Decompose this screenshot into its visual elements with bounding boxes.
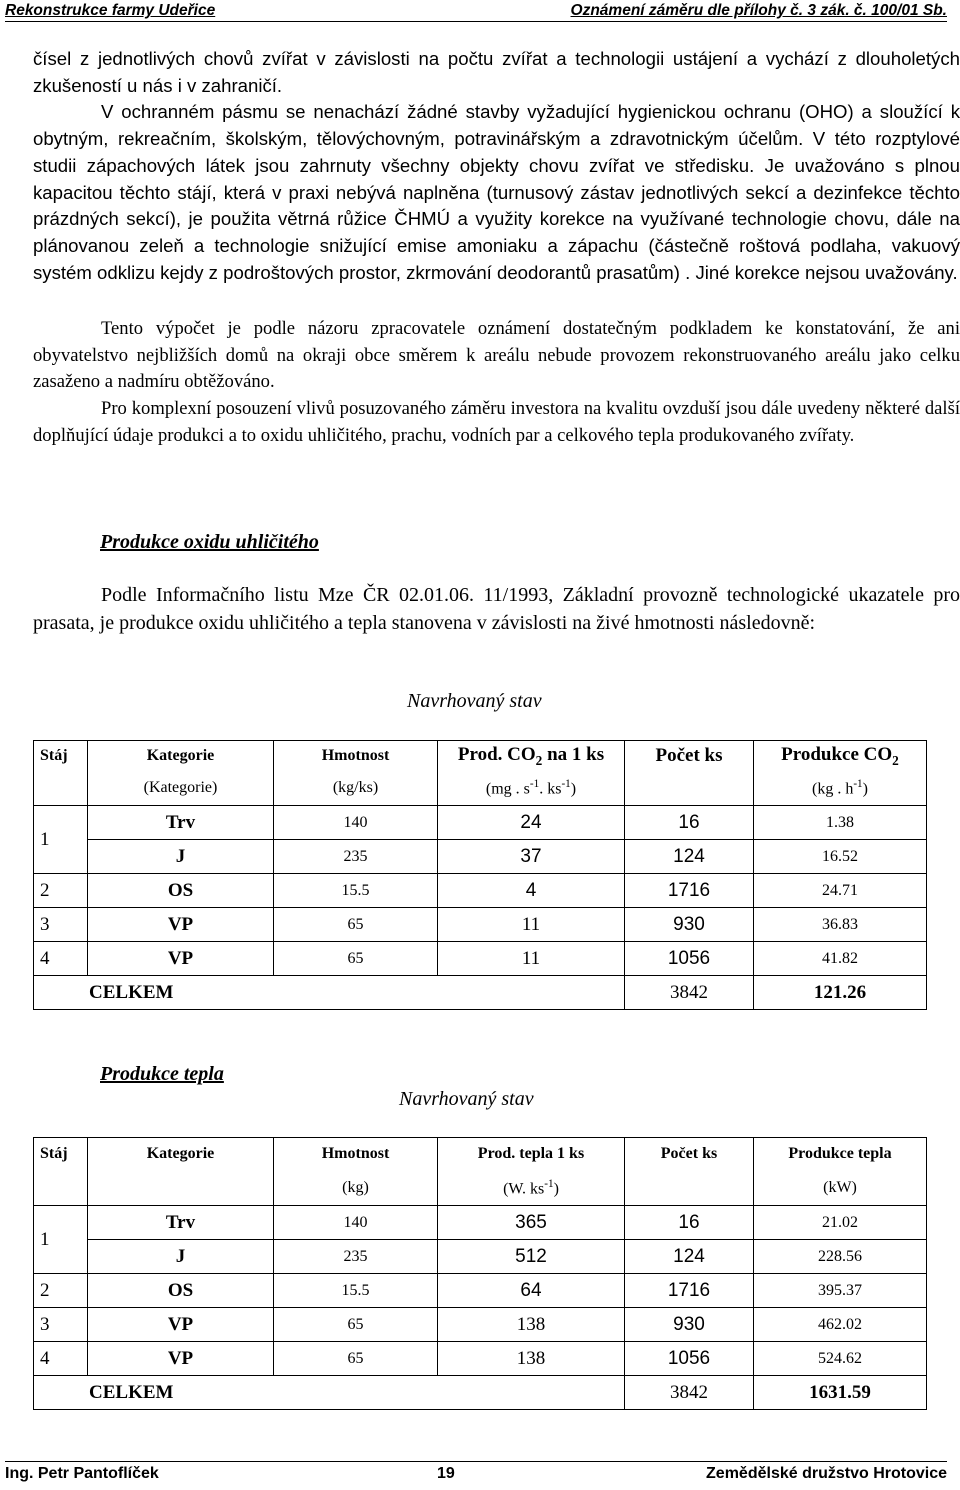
table-row xyxy=(34,1206,927,1240)
co2-row2-produkce: 16.52 xyxy=(754,840,927,874)
heat-unit-prod: (W. $ks^{-1}$) xyxy=(438,1171,625,1206)
co2-row3-produkce: 24.71 xyxy=(754,874,927,908)
heat-header-hmotnost: Hmotnost xyxy=(274,1138,438,1171)
heat-row4-produkce: 462.02 xyxy=(754,1308,927,1342)
table-row xyxy=(34,942,927,976)
heat-row1-produkce: 21.02 xyxy=(754,1206,927,1240)
heat-caption: Navrhovaný stav xyxy=(399,1088,534,1110)
page-header xyxy=(5,2,947,22)
co2-unit-hmotnost: (kg/ks) xyxy=(274,772,438,806)
co2-row2-pocet: 124 xyxy=(625,840,754,874)
heat-row3-prod: 64 xyxy=(438,1274,625,1308)
heat-row2-prod: 512 xyxy=(438,1240,625,1274)
heat-row4-hm: 65 xyxy=(274,1308,438,1342)
heat-row4-prod: 138 xyxy=(438,1308,625,1342)
footer-author: Ing. Petr Pantoflíček xyxy=(5,1465,159,1482)
footer-page-number: 19 xyxy=(437,1465,455,1482)
paragraph-block-1 xyxy=(33,46,960,286)
heat-row1-hm: 140 xyxy=(274,1206,438,1240)
co2-header-prod: Prod. $CO_2$ na 1 ks xyxy=(438,741,625,772)
heat-row1-pocet: 16 xyxy=(625,1206,754,1240)
heat-row5-kat: VP xyxy=(88,1342,274,1376)
co2-heading: Produkce oxidu uhličitého xyxy=(100,531,319,553)
co2-row2-kat: J xyxy=(88,840,274,874)
co2-row2-hm: 235 xyxy=(274,840,438,874)
heat-row3-staj: 2 xyxy=(34,1274,88,1308)
co2-row5-hm: 65 xyxy=(274,942,438,976)
heat-row2-kat: J xyxy=(88,1240,274,1274)
table-row xyxy=(34,1342,927,1376)
co2-row5-staj: 4 xyxy=(34,942,88,976)
co2-total-label: CELKEM xyxy=(34,976,625,1010)
footer-rule xyxy=(5,1461,947,1462)
heat-row5-hm: 65 xyxy=(274,1342,438,1376)
heat-row5-pocet: 1056 xyxy=(625,1342,754,1376)
heat-total-pocet: 3842 xyxy=(625,1376,754,1410)
heat-total-produkce: 1631.59 xyxy=(754,1376,927,1410)
heat-row4-kat: VP xyxy=(88,1308,274,1342)
heat-row5-prod: 138 xyxy=(438,1342,625,1376)
heat-row2-produkce: 228.56 xyxy=(754,1240,927,1274)
paragraph-capacity-text: Je uvažováno s plnou kapacitou těchto stájí, která v praxi nebývá naplněna (turnusový zástav jednotlivých sekcí a dezinfekce těchto prázdných sekcí), je použita větrná růžice ČHMÚ a využity korekce na využívané technologie chovu, dále na plánovanou zeleň a technologie snižující emise amoniaku a zápachu (částečně roštová podlaha, vakuový systém odklizu kejdy z podroštových prostor, zkrmování deodorantů prasatům) . Jiné korekce nejsou uvažovány. xyxy=(33,154,960,283)
heat-header-kategorie: Kategorie xyxy=(88,1138,274,1171)
heat-total-label: CELKEM xyxy=(34,1376,625,1410)
co2-unit-kategorie: (Kategorie) xyxy=(88,772,274,806)
co2-row4-pocet: 930 xyxy=(625,908,754,942)
co2-header-row xyxy=(34,741,927,772)
table-row xyxy=(34,1240,927,1274)
co2-row5-pocet: 1056 xyxy=(625,942,754,976)
table-row xyxy=(34,840,927,874)
paragraph-oho xyxy=(33,99,960,286)
co2-total-pocet: 3842 xyxy=(625,976,754,1010)
footer-organization: Zemědělské družstvo Hrotovice xyxy=(706,1465,947,1482)
co2-row4-kat: VP xyxy=(88,908,274,942)
co2-row4-prod: 11 xyxy=(438,908,625,942)
co2-header-staj: Stáj xyxy=(34,741,88,772)
heat-row1-kat: Trv xyxy=(88,1206,274,1240)
table-row xyxy=(34,806,927,840)
co2-row1-kat: Trv xyxy=(88,806,274,840)
heat-row4-pocet: 930 xyxy=(625,1308,754,1342)
co2-row1-prod: 24 xyxy=(438,806,625,840)
heat-header-prod: Prod. tepla 1 ks xyxy=(438,1138,625,1171)
co2-table xyxy=(33,740,927,1010)
co2-row5-prod: 11 xyxy=(438,942,625,976)
co2-header-produkce: Produkce $CO_2$ xyxy=(754,741,927,772)
co2-header-kategorie: Kategorie xyxy=(88,741,274,772)
header-document-title: Oznámení záměru dle přílohy č. 3 zák. č. 100/01 Sb. xyxy=(570,2,947,19)
co2-row1-hm: 140 xyxy=(274,806,438,840)
heat-unit-hmotnost: (kg) xyxy=(274,1171,438,1206)
heat-header-staj: Stáj xyxy=(34,1138,88,1171)
heat-row2-hm: 235 xyxy=(274,1240,438,1274)
co2-row1-pocet: 16 xyxy=(625,806,754,840)
paragraph-oho-text: V ochranném pásmu se nenachází žádné stavby vyžadující hygienickou ochranu (OHO) a sloužící k obytným, rekreačním, školským, tělovýchovným, potravinářským a zdravotnickým účelům. V této rozptylové studii zápachových látek jsou zahrnuty všechny objekty chovu zvířat ve středisku. xyxy=(33,101,960,176)
heat-unit-produkce: (kW) xyxy=(754,1171,927,1206)
table-row xyxy=(34,1274,927,1308)
co2-row4-staj: 3 xyxy=(34,908,88,942)
co2-row2-prod: 37 xyxy=(438,840,625,874)
co2-row3-staj: 2 xyxy=(34,874,88,908)
table-row xyxy=(34,1308,927,1342)
co2-row3-pocet: 1716 xyxy=(625,874,754,908)
co2-unit-produkce: (kg . $h^{-1}$) xyxy=(754,772,927,806)
co2-unit-prod: (mg . $s^{-1}$. $ks^{-1}$) xyxy=(438,772,625,806)
page-footer xyxy=(5,1463,947,1487)
co2-row4-produkce: 36.83 xyxy=(754,908,927,942)
heat-row5-staj: 4 xyxy=(34,1342,88,1376)
heat-row2-pocet: 124 xyxy=(625,1240,754,1274)
heat-row4-staj: 3 xyxy=(34,1308,88,1342)
co2-row5-produkce: 41.82 xyxy=(754,942,927,976)
header-rule xyxy=(5,21,947,22)
co2-caption: Navrhovaný stav xyxy=(407,690,542,712)
co2-row3-prod: 4 xyxy=(438,874,625,908)
heat-table xyxy=(33,1137,927,1410)
heat-header-produkce: Produkce tepla xyxy=(754,1138,927,1171)
heat-total-row xyxy=(34,1376,927,1410)
paragraph-block-2 xyxy=(33,316,960,450)
co2-units-row xyxy=(34,772,927,806)
co2-total-produkce: 121.26 xyxy=(754,976,927,1010)
paragraph-complex: Pro komplexní posouzení vlivů posuzovaného záměru investora na kvalitu ovzduší jsou dále uvedeny některé další doplňující údaje produkci a to oxidu uhličitého, prachu, vodních par a celkového tepla produkovaného zvířaty. xyxy=(33,398,960,446)
heat-row5-produkce: 524.62 xyxy=(754,1342,927,1376)
table-row xyxy=(34,874,927,908)
co2-header-hmotnost: Hmotnost xyxy=(274,741,438,772)
co2-row3-hm: 15.5 xyxy=(274,874,438,908)
co2-total-row xyxy=(34,976,927,1010)
heat-heading: Produkce tepla xyxy=(100,1063,224,1085)
co2-row1-staj: 1 xyxy=(34,806,88,874)
co2-intro-block xyxy=(33,582,960,637)
heat-header-pocet: Počet ks xyxy=(625,1138,754,1171)
co2-header-pocet: Počet ks xyxy=(625,741,754,772)
heat-units-row xyxy=(34,1171,927,1206)
header-project-title: Rekonstrukce farmy Udeřice xyxy=(5,2,216,19)
co2-row1-produkce: 1.38 xyxy=(754,806,927,840)
heat-row3-hm: 15.5 xyxy=(274,1274,438,1308)
co2-row5-kat: VP xyxy=(88,942,274,976)
heat-row3-kat: OS xyxy=(88,1274,274,1308)
heat-row3-produkce: 395.37 xyxy=(754,1274,927,1308)
paragraph-conclusion: Tento výpočet je podle názoru zpracovatele oznámení dostatečným podkladem ke konstatování, že ani obyvatelstvo nejbližších domů na okraji obce směrem k areálu nebude provozem rekonstruovaného areálu jako celku zasaženo a nadmíru obtěžováno. xyxy=(33,318,960,393)
heat-header-row xyxy=(34,1138,927,1171)
heat-row1-prod: 365 xyxy=(438,1206,625,1240)
heat-row1-staj: 1 xyxy=(34,1206,88,1274)
table-row xyxy=(34,908,927,942)
co2-intro: Podle Informačního listu Mze ČR 02.01.06. 11/1993, Základní provozně technologické ukazatele pro prasata, je produkce oxidu uhličitého a tepla stanovena v závislosti na živé hmotnosti následovně: xyxy=(33,584,960,634)
heat-row3-pocet: 1716 xyxy=(625,1274,754,1308)
co2-row3-kat: OS xyxy=(88,874,274,908)
paragraph-continuation: čísel z jednotlivých chovů zvířat v závislosti na počtu zvířat a technologii ustájení a vychází z dlouholetých zkušeností u nás i v zahraničí. xyxy=(33,48,960,96)
co2-row4-hm: 65 xyxy=(274,908,438,942)
